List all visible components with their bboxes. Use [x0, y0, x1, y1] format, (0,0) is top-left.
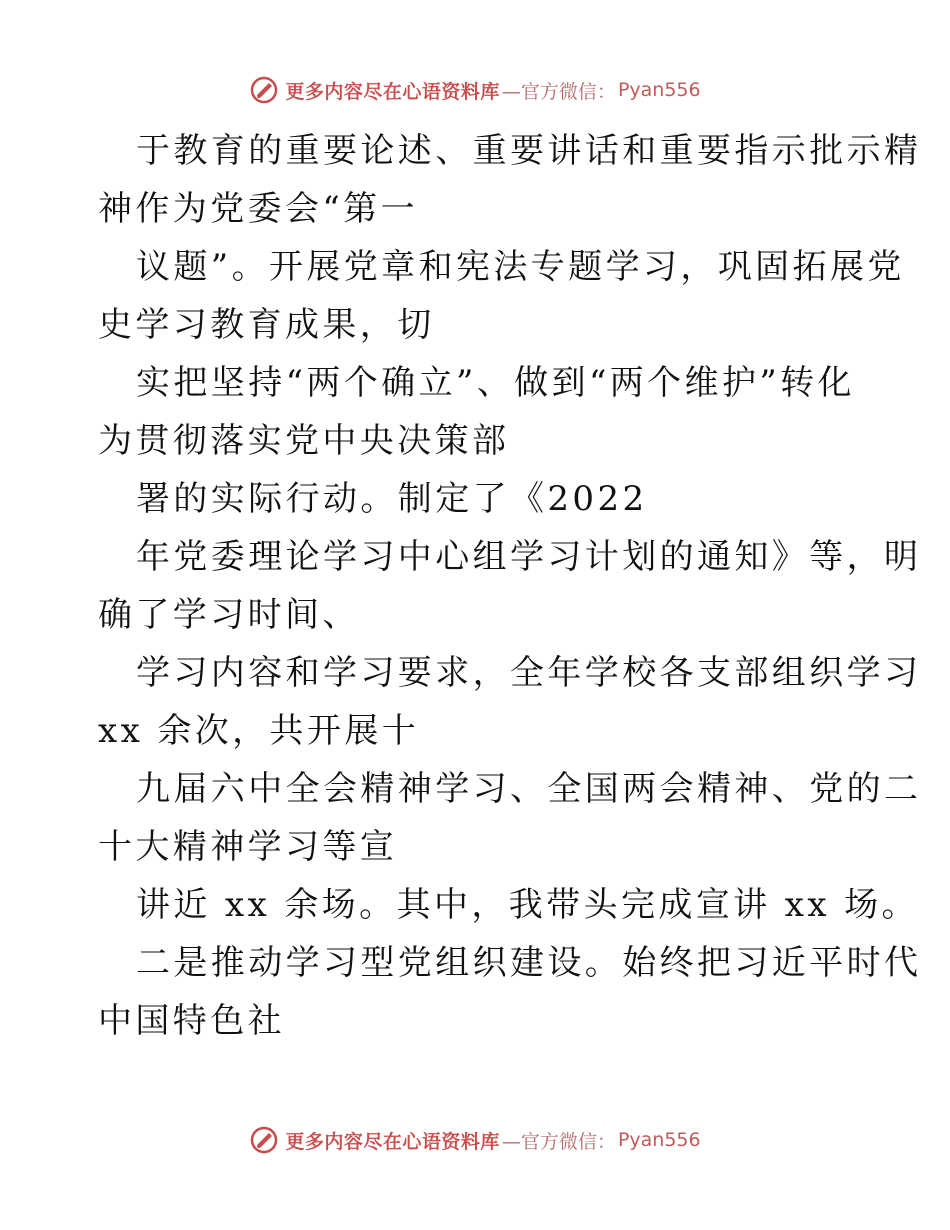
text-line-1: 于教育的重要论述、重要讲话和重要指示批示精: [136, 131, 922, 171]
watermark-sub-text: —官方微信：: [501, 1130, 616, 1153]
document-body: [98, 122, 922, 1050]
logo-icon: [249, 75, 279, 105]
watermark-id-text: Pyan556: [617, 1129, 701, 1151]
watermark-main-text: 更多内容尽在心语资料库: [285, 1130, 500, 1153]
header-watermark: [0, 68, 950, 112]
text-line-16: 中国特色社: [98, 1001, 285, 1041]
text-line-14: 讲近 xx 余场。其中，我带头完成宣讲 xx 场。: [136, 885, 919, 925]
watermark-main-text: 更多内容尽在心语资料库: [285, 80, 500, 103]
watermark-sub-text: —官方微信：: [501, 80, 616, 103]
text-line-8: 年党委理论学习中心组学习计划的通知》等，明: [136, 537, 922, 577]
watermark-id-text: Pyan556: [617, 79, 701, 101]
text-line-10: 学习内容和学习要求，全年学校各支部组织学习: [136, 653, 922, 693]
logo-icon: [249, 1125, 279, 1155]
footer-watermark: [0, 1118, 950, 1162]
text-line-3: 议题”。开展党章和宪法专题学习，巩固拓展党: [136, 247, 905, 287]
text-line-5: 实把坚持“两个确立”、做到“两个维护”转化: [136, 363, 855, 403]
text-line-15: 二是推动学习型党组织建设。始终把习近平时代: [136, 943, 922, 983]
text-line-2: 神作为党委会“第一: [98, 189, 418, 229]
text-line-6: 为贯彻落实党中央决策部: [98, 421, 510, 461]
text-line-7: 署的实际行动。制定了《2022: [136, 479, 648, 519]
text-line-4: 史学习教育成果，切: [98, 305, 435, 345]
text-line-11: xx 余次，共开展十: [98, 711, 420, 751]
text-line-9: 确了学习时间、: [98, 595, 360, 635]
text-line-12: 九届六中全会精神学习、全国两会精神、党的二: [136, 769, 922, 809]
text-line-13: 十大精神学习等宣: [98, 827, 398, 867]
